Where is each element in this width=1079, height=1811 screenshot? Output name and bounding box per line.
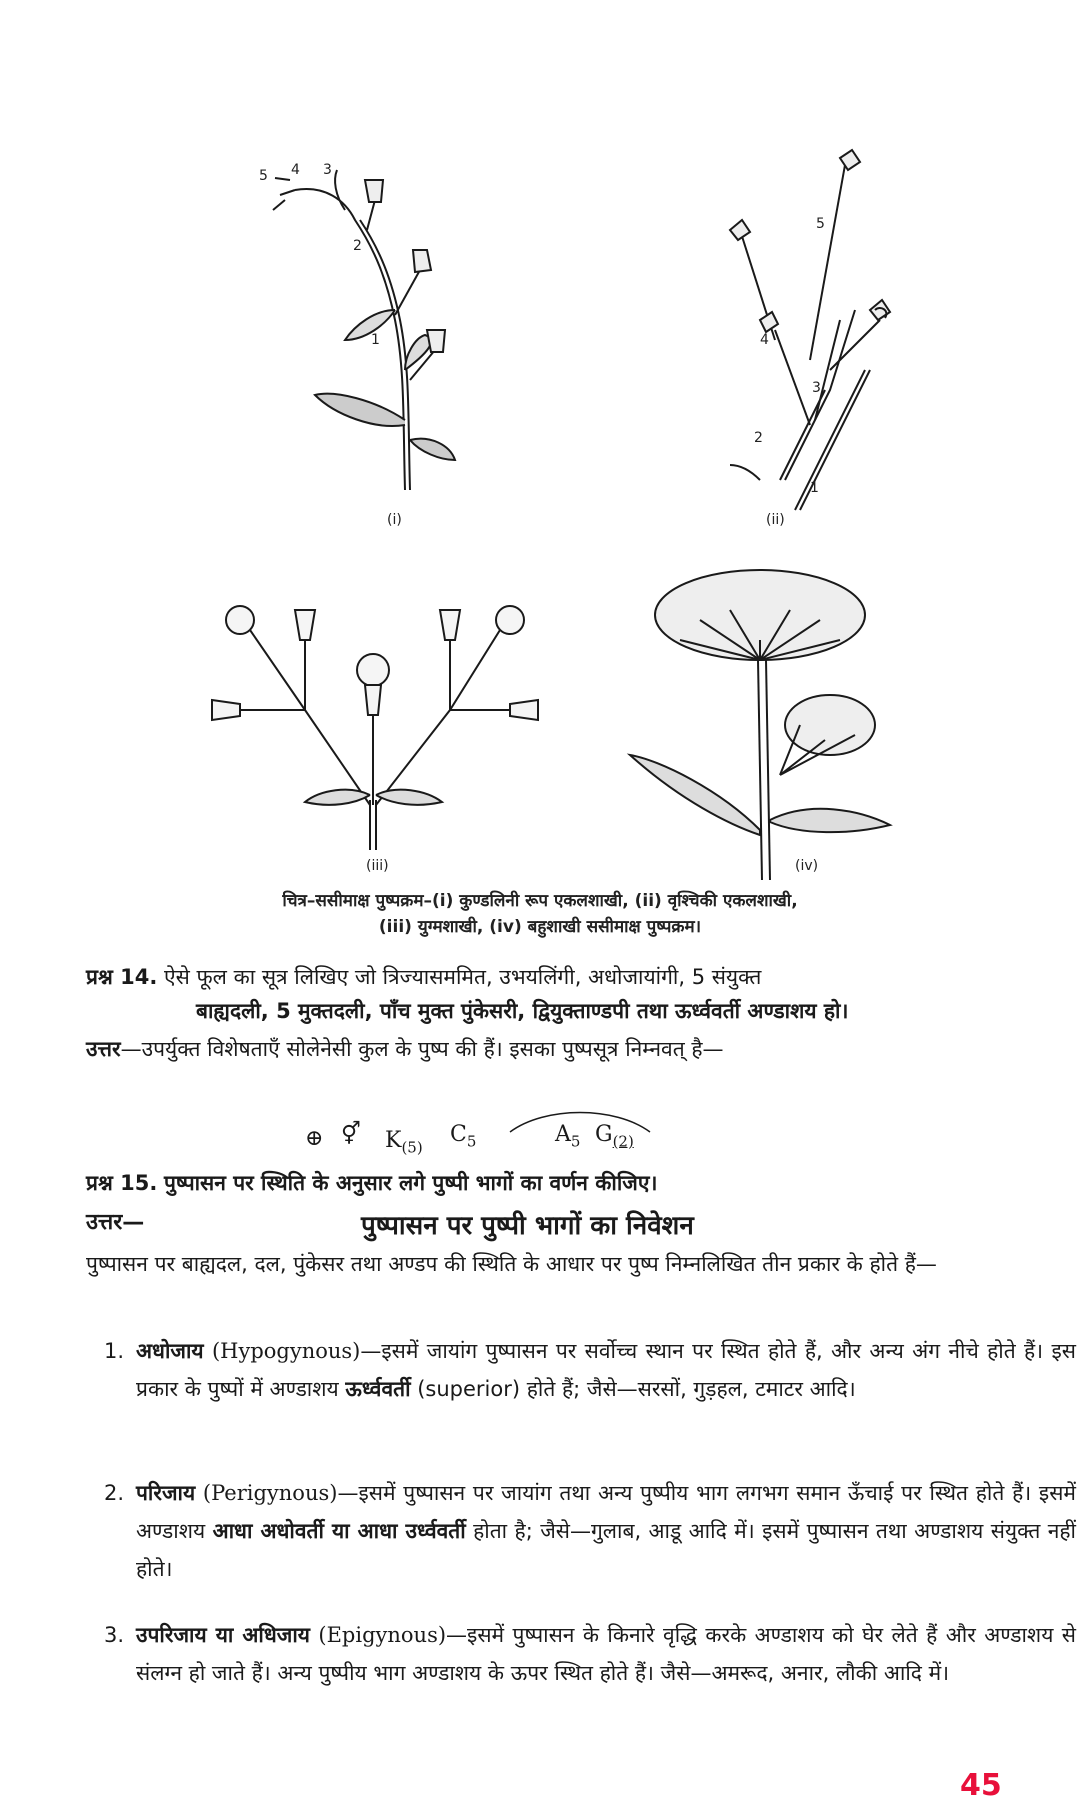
answer-14-label: उत्तर [86,1037,121,1061]
fig-i-number: 5 [259,168,268,184]
question-15 [86,1166,1076,1200]
androecium-subscript: 5 [570,1132,581,1151]
fig-ii-number: 4 [760,332,769,348]
question-14-label: प्रश्न 14. [86,965,158,989]
answer-14-text: —उपर्युक्त विशेषताएँ सोलेनेसी कुल के पुष्प की हैं। इसका पुष्पसूत्र निम्नवत् है— [120,1037,724,1061]
corolla-subscript: 5 [466,1132,477,1151]
figure-iv [620,560,940,880]
list-item-number: 2. [104,1481,125,1505]
list-item-text-2: (superior) होते हैं; जैसे—सरसों, गुड़हल, टमाटर आदि। [410,1377,856,1401]
fig-iv-label: (iv) [795,858,819,874]
list-item-text: —इसमें जायांग पुष्पासन पर सर्वोच्च स्थान पर स्थित होते हैं, और अन्य अंग नीचे होते हैं। इस प्रकार के पुष्पों में अण्डाशय [136,1339,1076,1401]
fig-iii-label: (iii) [366,858,389,874]
answer-14 [86,1032,1076,1066]
list-item-term: उपरिजाय या अधिजाय [136,1623,310,1647]
gynoecium-subscript: (2) [612,1132,634,1151]
list-item-text: —इसमें पुष्पासन पर जायांग तथा अन्य पुष्पीय भाग लगभग समान ऊँचाई पर स्थित होते हैं। इसमें अण्डाशय [136,1481,1076,1543]
gynoecium-term [595,1122,634,1150]
list-item-number: 1. [104,1339,125,1363]
list-item [104,1332,1076,1408]
fig-ii-number: 1 [810,480,819,496]
fig-ii-number: 5 [816,216,825,232]
list-item [104,1616,1076,1692]
corolla-c: C [450,1122,467,1147]
figure-i [255,140,485,528]
fig-ii-number: 2 [754,430,763,446]
list-item-term: परिजाय [136,1481,196,1505]
question-14-line-2: बाह्यदली, 5 मुक्तदली, पाँच मुक्त पुंकेसरी, द्वियुक्ताण्डपी तथा ऊर्ध्ववर्ती अण्डाशय हो। [196,999,849,1023]
caption-line-2: (iii) युग्मशाखी, (iv) बहुशाखी ससीमाक्ष पुष्पक्रम। [378,917,702,937]
list-item [104,1474,1076,1588]
list-item-text-2: होता है; जैसे—गुलाब, आडू आदि में। इसमें पुष्पासन तथा अण्डाशय संयुक्त नहीं होते। [136,1519,1076,1581]
corolla-term [450,1122,476,1150]
fig-i-number: 3 [323,162,332,178]
list-item-text: —इसमें पुष्पासन के किनारे वृद्धि करके अण्डाशय को घेर लेते हैं और अण्डाशय से संलग्न हो जाते हैं। अन्य पुष्पीय भाग अण्डाशय के ऊपर स्थित होते हैं। जैसे—अमरूद, अनार, लौकी आदि में। [136,1623,1076,1685]
fig-i-number: 2 [353,238,362,254]
question-14-line-1: ऐसे फूल का सूत्र लिखिए जो त्रिज्यासममित, उभयलिंगी, अधोजायांगी, 5 संयुक्त [164,965,762,989]
floral-formula [305,1104,705,1164]
question-14 [86,960,1076,1028]
list-item-bold: आधा अधोवर्ती या आधा उर्ध्ववर्ती [212,1519,466,1543]
list-item-english: (Epigynous) [309,1623,447,1647]
list-item-english: (Hypogynous) [203,1339,361,1363]
actinomorphic-symbol: ⊕ [305,1126,324,1151]
figure-iii [210,590,540,874]
intro-paragraph: पुष्पासन पर बाह्यदल, दल, पुंकेसर तथा अण्डप की स्थिति के आधार पर पुष्प निम्नलिखित तीन प्रकार के होते हैं— [86,1252,937,1276]
list-item-term: अधोजाय [136,1339,204,1363]
calyx-term [385,1128,423,1156]
figure-ii [680,140,900,528]
bisexual-symbol: ⚥ [341,1122,361,1147]
fig-i-number: 1 [371,332,380,348]
question-15-text: पुष्पासन पर स्थिति के अनुसार लगे पुष्पी भागों का वर्णन कीजिए। [164,1171,658,1195]
caption-line-1: चित्र–ससीमाक्ष पुष्पक्रम–(i) कुण्डलिनी रूप एकलशाखी, (ii) वृश्चिकी एकलशाखी, [282,891,798,911]
fig-i-label: (i) [387,512,402,528]
question-15-label: प्रश्न 15. [86,1171,158,1195]
list-item-english: (Perigynous) [195,1481,338,1505]
fig-ii-label: (ii) [766,512,785,528]
androecium-term [555,1122,580,1150]
calyx-k: K [385,1128,402,1153]
section-heading: पुष्पासन पर पुष्पी भागों का निवेशन [361,1211,694,1241]
answer-15-label: उत्तर— [86,1210,145,1235]
androecium-a: A [555,1122,571,1147]
fig-ii-number: 3 [812,380,821,396]
calyx-subscript: (5) [401,1138,423,1157]
list-item-number: 3. [104,1623,125,1647]
figure-caption [130,888,950,940]
list-item-bold: ऊर्ध्ववर्ती [345,1377,411,1401]
section-heading-row [86,1206,1076,1241]
gynoecium-g: G [595,1122,613,1147]
page-number: 45 [960,1768,1002,1803]
fig-i-number: 4 [291,162,300,178]
